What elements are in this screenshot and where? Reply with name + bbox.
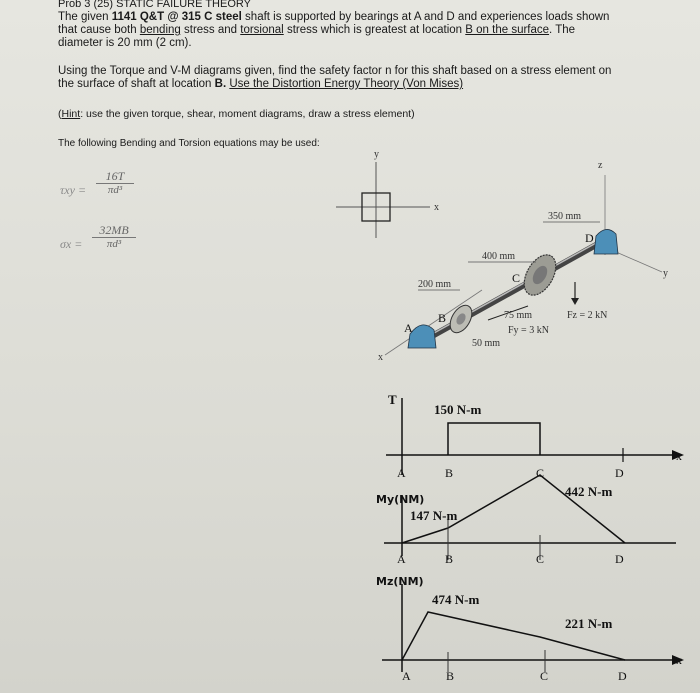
problem-line-3: diameter is 20 mm (2 cm). xyxy=(58,37,192,49)
bending-term: bending xyxy=(139,24,181,36)
text-segment: The given xyxy=(58,11,109,23)
mz-pt-b: B xyxy=(446,669,455,683)
torque-diagram xyxy=(386,392,684,480)
sigma-lhs: σx = xyxy=(60,237,83,251)
force-fz-head xyxy=(571,298,579,305)
mz-axis-label: Mz(NM) xyxy=(376,575,424,588)
location-b-term: B on the surface xyxy=(465,24,550,36)
mz-value-c: 221 N-m xyxy=(565,616,613,631)
mz-x-label: x xyxy=(676,653,682,667)
hint-text: : use the given torque, shear, moment diagrams, draw a stress element) xyxy=(80,108,415,120)
my-pt-c: C xyxy=(536,552,545,566)
shaft-point-b: B xyxy=(438,311,447,325)
shaft-axis-x: x xyxy=(378,352,383,363)
bearing-d xyxy=(594,229,618,254)
dim-400-label: 400 mm xyxy=(482,251,516,262)
theory-term: Use the Distortion Energy Theory (Von Mises) xyxy=(229,78,464,90)
my-value-c: 442 N-m xyxy=(565,484,613,499)
location-b-bold: B. xyxy=(214,78,227,90)
torsional-term: torsional xyxy=(240,24,284,36)
force-fy-label: Fy = 3 kN xyxy=(508,325,549,336)
tau-numerator: 16T xyxy=(96,170,134,184)
mz-pt-c: C xyxy=(540,669,549,683)
torque-axis-label: T xyxy=(388,392,397,407)
text-segment: shaft is supported by bearings at A and D and experiences loads shown xyxy=(245,11,610,23)
dim-50-label: 50 mm xyxy=(472,338,501,349)
hint-label: Hint xyxy=(61,108,81,120)
shaft-point-d: D xyxy=(585,231,594,245)
shaft-point-a: A xyxy=(404,321,413,335)
torque-pt-a: A xyxy=(397,466,406,480)
my-axis-label: My(NM) xyxy=(376,493,425,506)
steel-spec: 1141 Q&T @ 315 C steel xyxy=(111,11,242,23)
sigma-denominator: πd³ xyxy=(106,238,122,250)
mz-value-peak: 474 N-m xyxy=(432,592,480,607)
text-segment: the surface of shaft at location xyxy=(58,78,212,90)
torque-pt-d: D xyxy=(615,466,624,480)
my-diagram xyxy=(376,475,676,566)
torque-curve xyxy=(448,423,540,455)
my-pt-a: A xyxy=(397,552,406,566)
torque-x-label: x xyxy=(676,449,682,463)
shaft-point-c: C xyxy=(512,271,521,285)
tau-denominator: πd³ xyxy=(107,184,123,196)
task-line-1: Using the Torque and V-M diagrams given, find the safety factor n for this shaft based on a stress element on xyxy=(58,65,612,77)
shaft-axis-z: z xyxy=(598,160,603,171)
my-pt-d: D xyxy=(615,552,624,566)
shaft-figure xyxy=(378,160,668,363)
mz-pt-d: D xyxy=(618,669,627,683)
torque-pt-b: B xyxy=(445,466,454,480)
element-y-label: y xyxy=(374,149,379,160)
mz-diagram xyxy=(376,575,684,683)
force-fz-label: Fz = 2 kN xyxy=(567,310,608,321)
text-segment: ( xyxy=(58,108,62,120)
text-segment: stress and xyxy=(184,24,238,36)
stress-element xyxy=(336,149,439,238)
text-segment: . The xyxy=(549,24,576,36)
torque-value: 150 N-m xyxy=(434,402,482,417)
dim-200-label: 200 mm xyxy=(418,279,452,290)
text-segment: that cause both xyxy=(58,24,137,36)
my-pt-b: B xyxy=(445,552,454,566)
torque-pt-c: C xyxy=(536,466,545,480)
shaft-axis-y: y xyxy=(663,268,668,279)
tau-lhs: τxy = xyxy=(60,183,87,197)
my-value-b: 147 N-m xyxy=(410,508,458,523)
sigma-numerator: 32MB xyxy=(92,224,136,238)
text-segment: stress which is greatest at location xyxy=(286,24,463,36)
dim-75-label: 75 mm xyxy=(504,310,533,321)
problem-title: Prob 3 (25) STATIC FAILURE THEORY xyxy=(58,0,251,10)
element-x-label: x xyxy=(434,202,439,213)
dim-350-label: 350 mm xyxy=(548,211,582,222)
mz-pt-a: A xyxy=(402,669,411,683)
equation-intro: The following Bending and Torsion equations may be used: xyxy=(58,138,320,149)
